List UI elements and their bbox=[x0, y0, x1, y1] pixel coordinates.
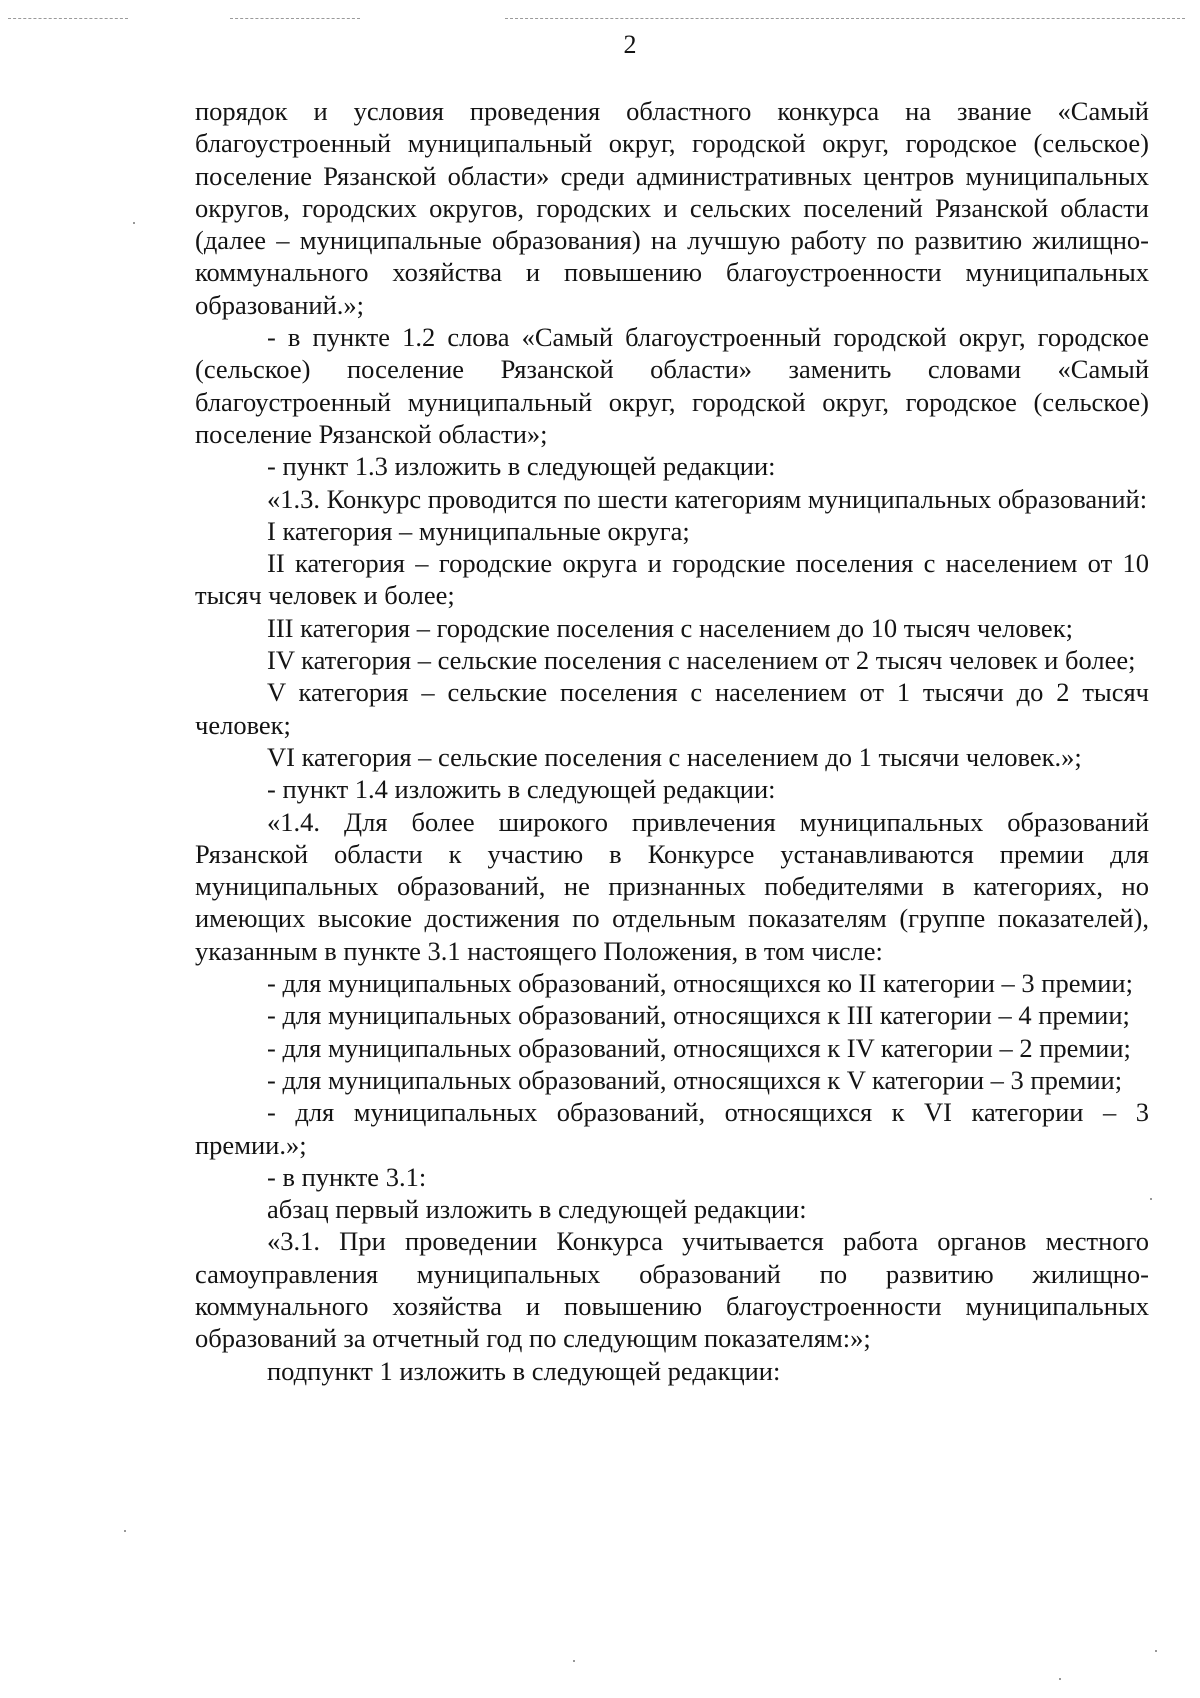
paragraph: - для муниципальных образований, относящихся к III категории – 4 премии; bbox=[267, 1000, 1130, 1031]
paragraph: подпункт 1 изложить в следующей редакции: bbox=[267, 1355, 781, 1386]
paragraph: II категория – городские округа и городские поселения с населением от 10 тысяч человек и более; bbox=[195, 548, 1149, 611]
paragraph: - пункт 1.4 изложить в следующей редакции: bbox=[267, 774, 776, 805]
scan-artifact-line bbox=[8, 18, 128, 19]
page-number: 2 bbox=[623, 30, 637, 59]
paragraph: «1.3. Конкурс проводится по шести категориям муниципальных образований: bbox=[267, 483, 1148, 514]
scan-speck bbox=[1155, 1650, 1157, 1652]
scan-artifact-line bbox=[505, 18, 1185, 19]
paragraph: порядок и условия проведения областного конкурса на звание «Самый благоустроенный муниципальный округ, городской округ, городское (сельское) поселение Рязанской области» среди административных центров муниципальных округов, городских округов, городских и сельских поселений Рязанской области (далее – муниципальные образования) на лучшую работу по развитию жилищно-коммунального хозяйства и повышению благоустроенности муниципальных образований.»; bbox=[195, 96, 1149, 320]
paragraph: - в пункте 1.2 слова «Самый благоустроенный городской округ, городское (сельское) поселение Рязанской области» заменить словами «Самый благоустроенный муниципальный округ, городской округ, городское (сельское) поселение Рязанской области»; bbox=[195, 322, 1149, 449]
paragraph: IV категория – сельские поселения с населением от 2 тысяч человек и более; bbox=[267, 645, 1136, 676]
paragraph: - для муниципальных образований, относящихся к V категории – 3 премии; bbox=[267, 1064, 1123, 1095]
scan-speck bbox=[1059, 1678, 1061, 1680]
scan-speck bbox=[573, 1660, 575, 1662]
scan-speck bbox=[124, 1530, 126, 1532]
document-body bbox=[195, 95, 1149, 1387]
paragraph: абзац первый изложить в следующей редакции: bbox=[267, 1194, 807, 1225]
paragraph: - для муниципальных образований, относящихся ко II категории – 3 премии; bbox=[267, 968, 1133, 999]
paragraph: III категория – городские поселения с населением до 10 тысяч человек; bbox=[267, 612, 1073, 643]
paragraph: V категория – сельские поселения с населением от 1 тысячи до 2 тысяч человек; bbox=[195, 677, 1149, 740]
paragraph: - для муниципальных образований, относящихся к VI категории – 3 премии.»; bbox=[195, 1097, 1149, 1160]
scan-speck bbox=[133, 222, 135, 224]
scan-speck bbox=[1150, 1198, 1152, 1200]
paragraph: «1.4. Для более широкого привлечения муниципальных образований Рязанской области к участию в Конкурсе устанавливаются премии для муниципальных образований, не признанных победителями в категориях, но имеющих высокие достижения по отдельным показателям (группе показателей), указанным в пункте 3.1 настоящего Положения, в том числе: bbox=[195, 806, 1149, 966]
paragraph: I категория – муниципальные округа; bbox=[267, 515, 690, 546]
paragraph: - для муниципальных образований, относящихся к IV категории – 2 премии; bbox=[267, 1032, 1131, 1063]
paragraph: VI категория – сельские поселения с населением до 1 тысячи человек.»; bbox=[267, 741, 1082, 772]
paragraph: - пункт 1.3 изложить в следующей редакции: bbox=[267, 451, 776, 482]
paragraph: «3.1. При проведении Конкурса учитывается работа органов местного самоуправления муниципальных образований по развитию жилищно-коммунального хозяйства и повышению благоустроенности муниципальных образований за отчетный год по следующим показателям:»; bbox=[195, 1226, 1149, 1354]
scan-artifact-line bbox=[230, 18, 360, 19]
paragraph: - в пункте 3.1: bbox=[267, 1161, 427, 1192]
